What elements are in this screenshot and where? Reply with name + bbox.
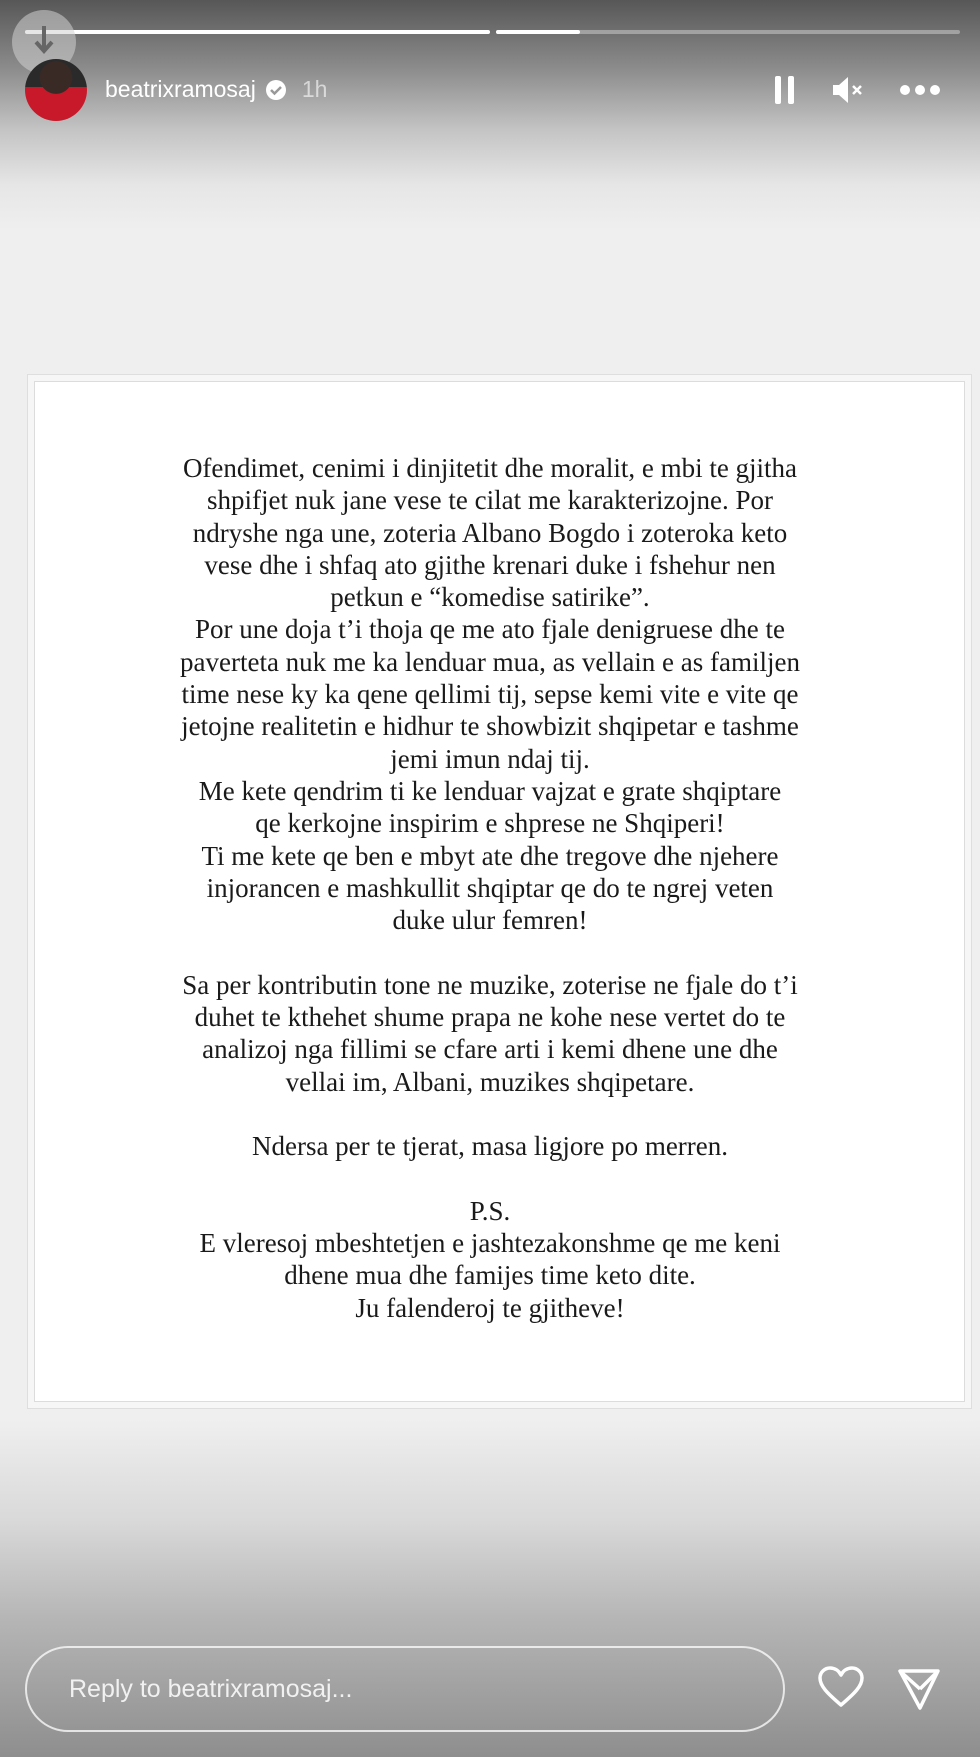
verified-badge-icon (265, 79, 287, 101)
mute-icon (831, 74, 865, 106)
time-ago: 1h (301, 76, 328, 102)
text-line: E vleresoj mbeshtetjen e jashtezakonshme qe me keni (199, 1228, 781, 1259)
text-line: shpifjet nuk jane vese te cilat me karakterizojne. Por (206, 485, 774, 516)
progress-fill (496, 30, 580, 34)
like-button[interactable] (817, 1665, 865, 1714)
text-line: P.S. (469, 1195, 511, 1226)
pause-button[interactable] (770, 72, 800, 108)
username[interactable]: beatrixramosaj (105, 76, 256, 102)
blank-line (0, 1098, 980, 1130)
post-text (0, 452, 980, 1324)
text-line: Ti me kete qe ben e mbyt ate dhe tregove dhe njehere (201, 840, 779, 871)
text-line: Por une doja t’i thoja qe me ato fjale denigruese dhe te (194, 614, 786, 645)
text-line: paverteta nuk me ka lenduar mua, as vellain e as familjen (180, 646, 800, 677)
text-line: vellai im, Albani, muzikes shqipetare. (285, 1066, 695, 1097)
text-line: dhene mua dhe famijes time keto dite. (284, 1260, 696, 1291)
story-header (105, 76, 327, 103)
blank-line (0, 936, 980, 968)
text-line: Ofendimet, cenimi i dinjitetit dhe moralit, e mbi te gjitha (182, 453, 798, 483)
text-line: Me kete qendrim ti ke lenduar vajzat e grate shqiptare (198, 775, 782, 806)
progress-fill (25, 30, 490, 34)
reply-field[interactable] (25, 1646, 785, 1732)
text-line: jetojne realitetin e hidhur te showbizit shqipetar e tashme (181, 711, 799, 742)
text-line: time nese ky ka qene qellimi tij, sepse kemi vite e vite qe (181, 679, 799, 710)
text-line: vese dhe i shfaq ato gjithe krenari duke i fshehur nen (204, 549, 776, 580)
text-line: analizoj nga fillimi se cfare arti i kemi dhene une dhe (202, 1034, 778, 1065)
more-icon (899, 84, 941, 96)
text-line: petkun e “komedise satirike”. (330, 582, 650, 613)
mute-button[interactable] (830, 72, 866, 108)
text-line: duhet te kthehet shume prapa ne kohe nese vertet do te (194, 1002, 786, 1033)
pause-icon (773, 74, 797, 106)
text-line: jemi imun ndaj tij. (390, 743, 590, 774)
avatar[interactable] (25, 59, 87, 121)
text-line: duke ulur femren! (392, 905, 588, 936)
more-options-button[interactable] (898, 72, 942, 108)
blank-line (0, 1163, 980, 1195)
story-progress-segment-1 (25, 30, 490, 34)
text-line: ndryshe nga une, zoteria Albano Bogdo i zoteroka keto (192, 517, 788, 548)
text-line: Sa per kontributin tone ne muzike, zoterise ne fjale do t’i (182, 969, 798, 1000)
story-progress-segment-2 (496, 30, 960, 34)
text-line: qe kerkojne inspirim e shprese ne Shqiperi! (255, 808, 725, 839)
heart-icon (817, 1665, 865, 1709)
send-button[interactable] (897, 1667, 941, 1716)
text-line: Ju falenderoj te gjitheve! (355, 1292, 625, 1323)
text-line: injorancen e mashkullit shqiptar qe do te ngrej veten (206, 872, 774, 903)
reply-input[interactable] (67, 1674, 751, 1705)
text-line: Ndersa per te tjerat, masa ligjore po merren. (251, 1131, 729, 1162)
send-icon (897, 1667, 941, 1711)
